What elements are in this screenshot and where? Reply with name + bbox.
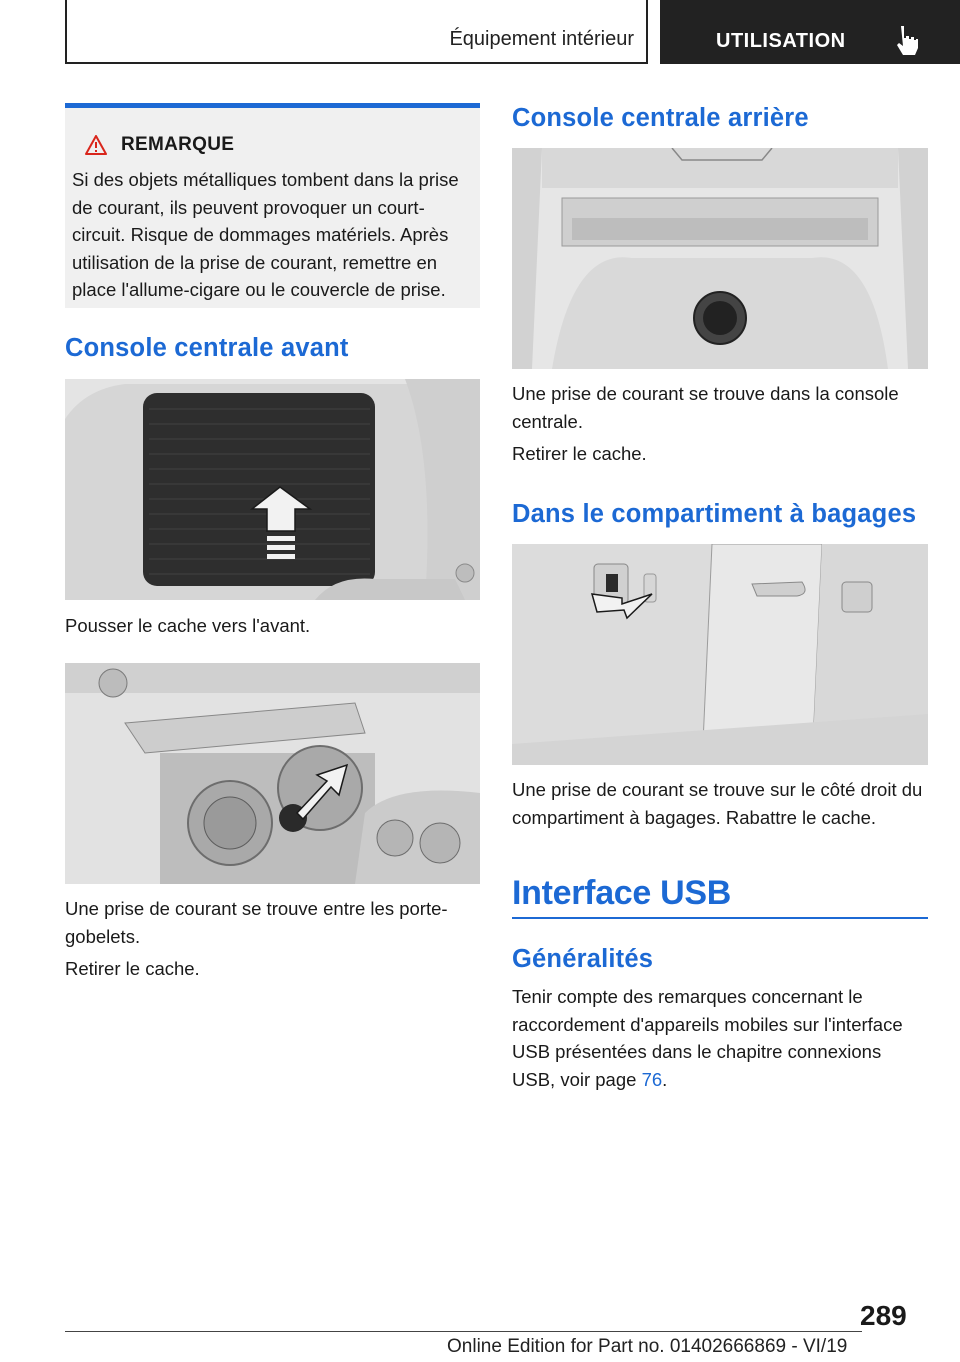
note-title: REMARQUE <box>121 134 235 155</box>
illustration-front-console-cover <box>65 379 480 600</box>
warning-triangle-icon <box>85 135 107 155</box>
footer-rule <box>65 1331 862 1332</box>
pointing-hand-icon <box>892 24 920 56</box>
caption-push-cover: Pousser le cache vers l'avant. <box>65 615 311 636</box>
usb-general-text-body: Tenir compte des remarques concernant le raccordement d'appareils mobiles sur l'interface USB présentées dans le chapitre connexions USB, voir page <box>512 986 903 1090</box>
heading-usb-interface: Interface USB <box>512 874 732 912</box>
caption-remove-cover-rear: Retirer le cache. <box>512 443 647 464</box>
header-section-title: Équipement intérieur <box>449 28 634 50</box>
caption-remove-cover-front: Retirer le cache. <box>65 958 200 979</box>
heading-general: Généralités <box>512 945 654 973</box>
note-box <box>65 103 480 308</box>
heading-rear-console: Console centrale arrière <box>512 104 809 132</box>
page-number: 289 <box>860 1300 907 1331</box>
header-chapter-box <box>660 0 960 64</box>
illustration-cupholder-socket <box>65 663 480 884</box>
usb-heading-rule <box>512 917 928 919</box>
heading-front-console: Console centrale avant <box>65 334 349 362</box>
footer-edition: Online Edition for Part no. 01402666869 - VI/19 <box>447 1336 848 1357</box>
caption-socket-between-cupholders: Une prise de courant se trouve entre les porte-gobelets. <box>65 898 448 947</box>
page-link-76[interactable]: 76 <box>641 1068 663 1090</box>
usb-general-text <box>512 983 928 1093</box>
note-text: Si des objets métalliques tombent dans la prise de courant, ils peuvent provoquer un court-circuit. Risque de dommages matériels. Après utilisation de la prise de courant, remettre en place l'allume-cigare ou le couvercle de prise. <box>72 169 459 300</box>
usb-general-text-end: . <box>662 1068 668 1090</box>
note-header <box>85 134 234 156</box>
header-section-box <box>65 0 648 64</box>
caption-socket-luggage: Une prise de courant se trouve sur le côté droit du compartiment à bagages. Rabattre le cache. <box>512 779 923 828</box>
illustration-luggage-socket <box>512 544 928 765</box>
caption-socket-rear-console: Une prise de courant se trouve dans la console centrale. <box>512 383 899 432</box>
header-chapter-title: UTILISATION <box>716 30 846 52</box>
illustration-rear-console <box>512 148 928 369</box>
heading-luggage-compartment: Dans le compartiment à bagages <box>512 500 917 528</box>
